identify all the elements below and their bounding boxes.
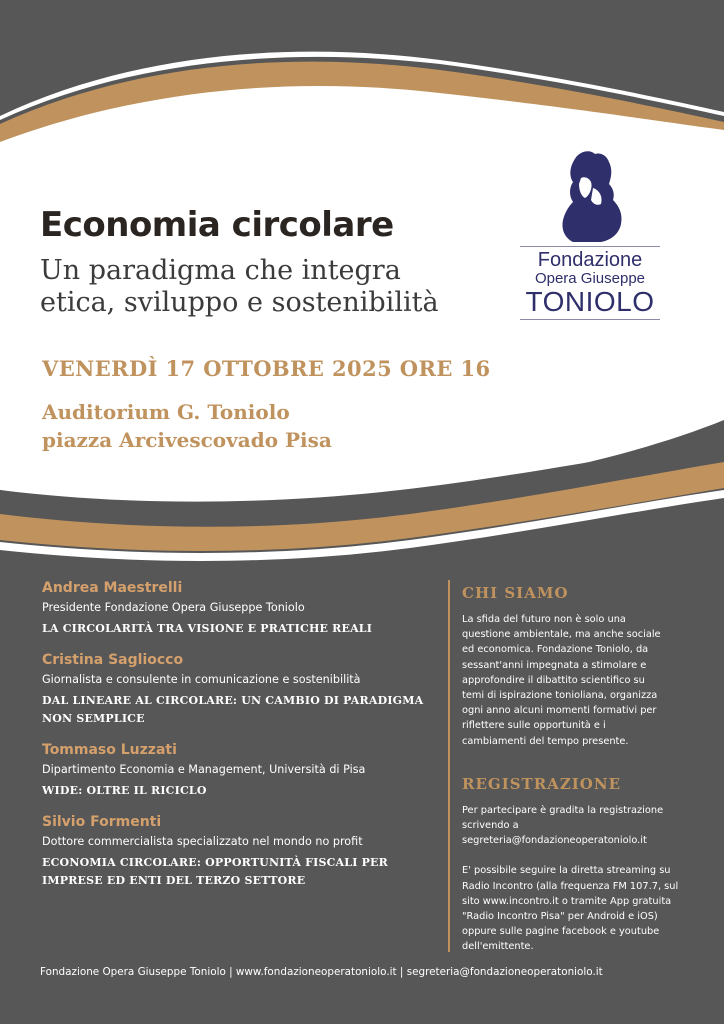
foundation-logo bbox=[520, 148, 660, 322]
chi-siamo-title: CHI SIAMO bbox=[462, 584, 569, 602]
column-divider bbox=[448, 580, 450, 952]
text-line: cambiamenti del tempo presente. bbox=[462, 735, 629, 747]
text-line: approfondire il dibattito scientifico su bbox=[462, 674, 645, 686]
spacer bbox=[462, 848, 688, 863]
event-venue bbox=[42, 398, 332, 454]
text-line: Per partecipare è gradita la registrazione bbox=[462, 804, 664, 816]
text-line: sito www.incontro.it o tramite App gratuita bbox=[462, 895, 672, 907]
registrazione-title: REGISTRAZIONE bbox=[462, 774, 622, 793]
text-line: sessant'anni impegnata a stimolare e bbox=[462, 659, 647, 671]
text-line: ed economica. Fondazione Toniolo, da bbox=[462, 644, 649, 656]
email-link[interactable]: segreteria@fondazioneoperatoniolo.it bbox=[462, 835, 647, 847]
logo-line-toniolo: TONIOLO bbox=[525, 286, 655, 317]
talk-line: DAL LINEARE AL CIRCOLARE: UN CAMBIO DI PARADIGMA bbox=[42, 694, 424, 707]
text-line: La sfida del futuro non è solo una bbox=[462, 614, 626, 625]
speaker-name: Cristina Sagliocco bbox=[42, 652, 184, 668]
speaker-role: Presidente Fondazione Opera Giuseppe Toniolo bbox=[42, 601, 305, 614]
text-line: ogni anno alcuni momenti formativi per bbox=[462, 705, 657, 717]
text-line: oppure sulle pagine facebook e youtube bbox=[462, 926, 660, 938]
speaker-name: Andrea Maestrelli bbox=[42, 580, 183, 596]
speaker bbox=[42, 580, 437, 638]
speaker bbox=[42, 742, 437, 800]
logo-rule bbox=[520, 319, 660, 320]
event-subtitle bbox=[40, 255, 500, 319]
talk-line: WIDE: OLTRE IL RICICLO bbox=[42, 784, 207, 797]
speaker-role: Giornalista e consulente in comunicazione e sostenibilità bbox=[42, 673, 361, 686]
footer-contacts: Fondazione Opera Giuseppe Toniolo | www.fondazioneoperatoniolo.it | segreteria@fondazioneoperatoniolo.it bbox=[40, 966, 603, 978]
logo-line-opera: Opera Giuseppe bbox=[534, 270, 646, 287]
text-line: questione ambientale, ma anche sociale bbox=[462, 629, 661, 641]
event-date: VENERDÌ 17 OTTOBRE 2025 ORE 16 bbox=[42, 356, 491, 381]
talk-line: LA CIRCOLARITÀ TRA VISIONE E PRATICHE REALI bbox=[42, 622, 373, 635]
venue-line: Auditorium G. Toniolo bbox=[42, 400, 290, 424]
registrazione-text bbox=[462, 803, 688, 955]
speaker-talk bbox=[42, 782, 437, 800]
logo-rule bbox=[520, 246, 660, 247]
text-line: dell'emittente. bbox=[462, 941, 534, 953]
speaker-name: Tommaso Luzzati bbox=[42, 742, 177, 758]
speaker-talk bbox=[42, 620, 437, 638]
text-line: E' possibile seguire la diretta streaming su bbox=[462, 865, 671, 877]
talk-line: ECONOMIA CIRCOLARE: OPPORTUNITÀ FISCALI PER bbox=[42, 856, 388, 869]
speaker-name: Silvio Formenti bbox=[42, 814, 162, 830]
speaker-talk bbox=[42, 854, 437, 890]
text-line: Radio Incontro (alla frequenza FM 107.7, sul bbox=[462, 880, 679, 892]
speaker-talk bbox=[42, 692, 437, 728]
subtitle-line: Un paradigma che integra bbox=[40, 255, 401, 286]
text-line: riflettere sulle opportunità e i bbox=[462, 720, 606, 732]
talk-line: NON SEMPLICE bbox=[42, 712, 145, 725]
chi-siamo-text bbox=[462, 612, 688, 749]
speaker-role: Dipartimento Economia e Management, Università di Pisa bbox=[42, 763, 366, 776]
talk-line: IMPRESE ED ENTI DEL TERZO SETTORE bbox=[42, 874, 306, 887]
text-line: "Radio Incontro Pisa" per Android e iOS) bbox=[462, 911, 658, 923]
speaker-role: Dottore commercialista specializzato nel mondo no profit bbox=[42, 835, 363, 848]
logo-line-fondazione: Fondazione bbox=[537, 249, 643, 271]
event-title: Economia circolare bbox=[40, 205, 394, 245]
speaker bbox=[42, 814, 437, 890]
speaker bbox=[42, 652, 437, 728]
subtitle-line: etica, sviluppo e sostenibilità bbox=[40, 287, 439, 318]
text-line: scrivendo a bbox=[462, 820, 519, 832]
speakers-list bbox=[42, 580, 437, 904]
text-line: temi di ispirazione tonioliana, organizza bbox=[462, 690, 658, 702]
info-column bbox=[462, 584, 688, 955]
venue-line: piazza Arcivescovado Pisa bbox=[42, 428, 332, 452]
portrait-silhouette-icon bbox=[555, 148, 625, 244]
